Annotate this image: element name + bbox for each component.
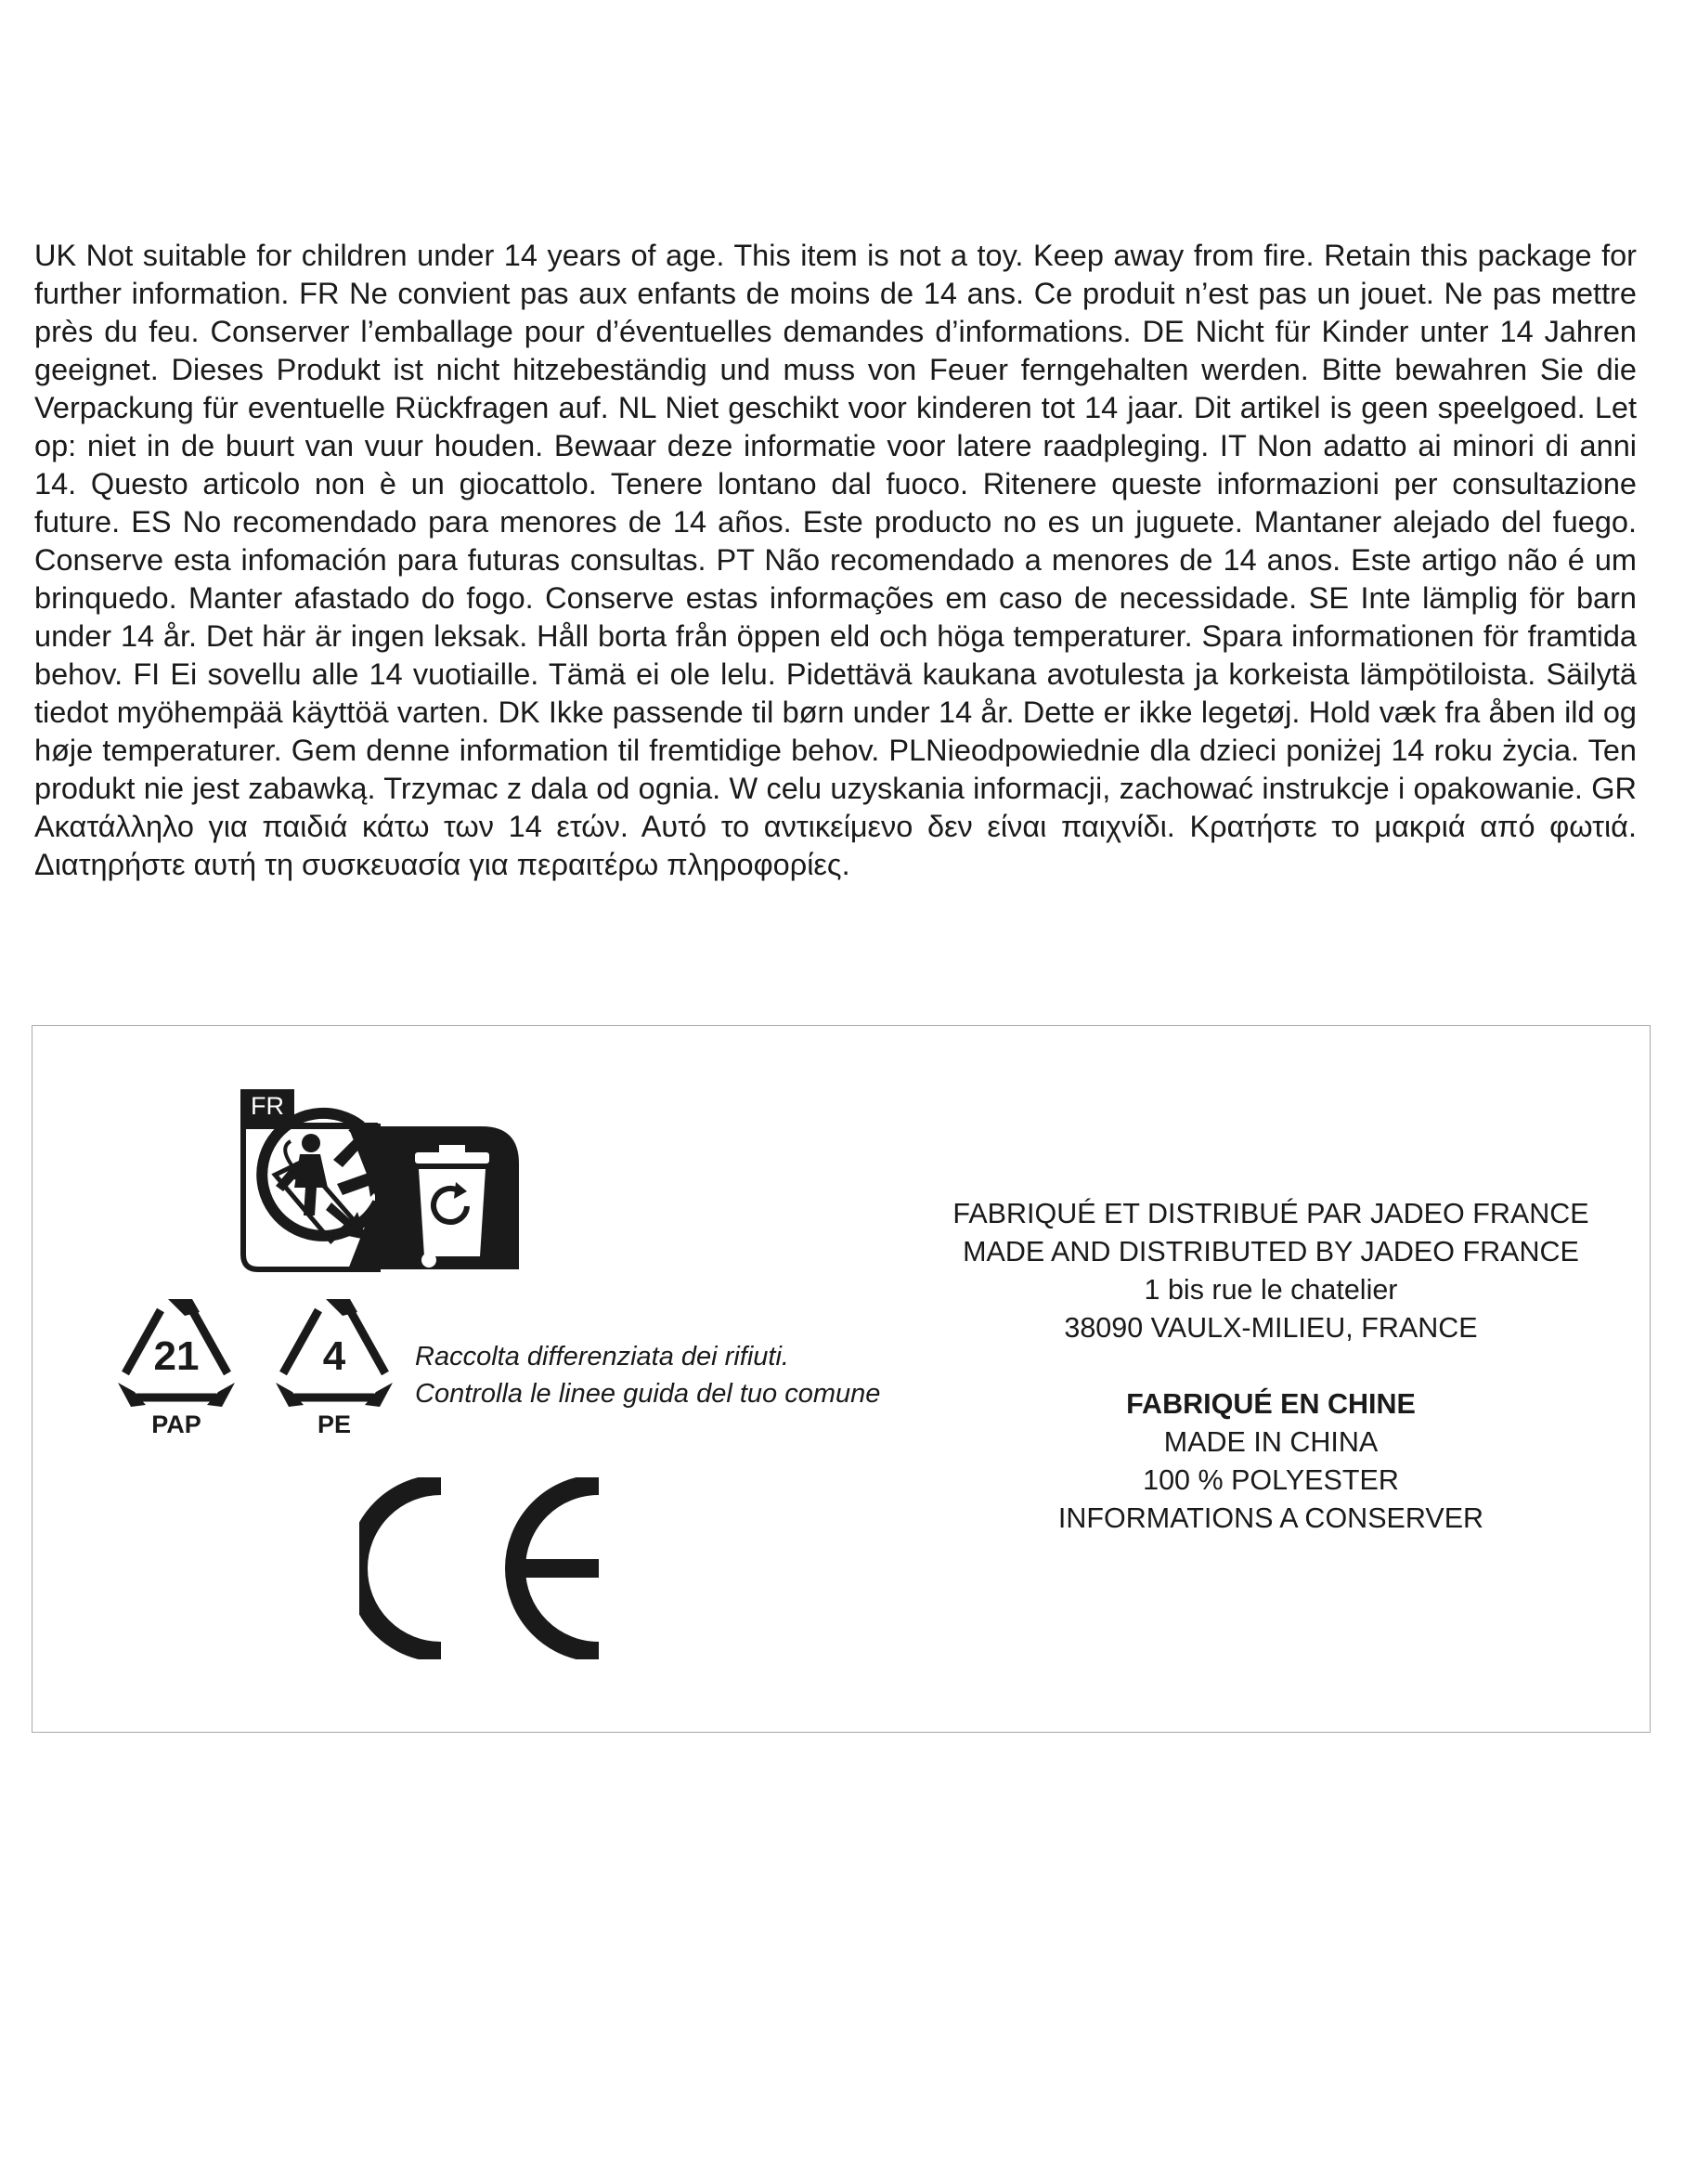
sorting-note-line: Raccolta differenziata dei rifiuti.: [415, 1342, 789, 1372]
product-label-panel: [32, 1025, 1651, 1733]
multilingual-safety-warnings: UK Not suitable for children under 14 years of age. This item is not a toy. Keep away from fire. Retain this package for further information. FR Ne convient pas aux enfants de moins de 14 ans. Ce produit n’est pas un jouet. Ne pas mettre près du feu. Conserver l’emballage pour d’éventuelles demandes d’informations. DE Nicht für Kinder unter 14 Jahren geeignet. Dieses Produkt ist nicht hitzebeständig und muss von Feuer ferngehalten werden. Bitte bewahren Sie die Verpackung für eventuelle Rückfragen auf. NL Niet geschikt voor kinderen tot 14 jaar. Dit artikel is geen speelgoed. Let op: niet in de buurt van vuur houden. Bewaar deze informatie voor latere raadpleging. IT Non adatto ai minori di anni 14. Questo articolo non è un giocattolo. Tenere lontano dal fuoco. Ritenere queste informazioni per consultazione future. ES No recomendado para menores de 14 años. Este producto no es un juguete. Mantaner alejado del fuego. Conserve esta infomación para futuras consultas. PT Não recomendado a menores de 14 anos. Este artigo não é um brinquedo. Manter afastado do fogo. Conserve estas informações em caso de necessidade. SE Inte lämplig för barn under 14 år. Det här är ingen leksak. Håll borta från öppen eld och höga temperaturer. Spara informationen för framtida behov. FI Ei sovellu alle 14 vuotiaille. Tämä ei ole lelu. Pidettävä kaukana avotulesta ja korkeista lämpötiloista. Säilytä tiedot myöhempää käyttöä varten. DK Ikke passende til børn under 14 år. Dette er ikke legetøj. Hold væk fra åben ild og høje temperaturer. Gem denne information til fremtidige behov. PLNieodpowiednie dla dzieci poniżej 14 roku życia. Ten produkt nie jest zabawką. Trzymac z dala od ognia. W celu uzyskania informacji, zachować instrukcje i opakowanie. GR Ακατάλληλο για παιδιά κάτω των 14 ετών. Αυτό το αντικείμενο δεν είναι παιχνίδι. Κρατήστε το μακριά από φωτιά. Διατηρήστε αυτή τη συσκευασία για περαιτέρω πληροφορίες.: [34, 239, 1637, 881]
resin-code-pap: [107, 1294, 246, 1450]
keep-info-line: INFORMATIONS A CONSERVER: [1057, 1502, 1484, 1534]
sorting-info-block: [240, 1089, 530, 1294]
resin-abbreviation: PE: [317, 1410, 352, 1438]
material-line: 100 % POLYESTER: [1143, 1464, 1399, 1496]
origin-heading: FABRIQUÉ EN CHINE: [1126, 1388, 1416, 1420]
fr-badge: FR: [240, 1089, 294, 1123]
resin-number: 21: [153, 1333, 200, 1379]
manufacturer-line: MADE AND DISTRIBUTED BY JADEO FRANCE: [963, 1236, 1579, 1268]
origin-line: MADE IN CHINA: [1163, 1426, 1379, 1458]
sorting-note: [415, 1338, 935, 1412]
manufacturer-address: 1 bis rue le chatelier: [1144, 1274, 1398, 1306]
resin-code-pe: [265, 1294, 404, 1450]
manufacturer-line: FABRIQUÉ ET DISTRIBUÉ PAR JADEO FRANCE: [952, 1198, 1589, 1229]
manufacturer-info: [918, 1195, 1624, 1538]
recycling-bin-icon: [415, 1145, 489, 1268]
ce-mark: [359, 1477, 610, 1659]
resin-abbreviation: PAP: [151, 1410, 201, 1438]
price-tag-icon: [274, 1141, 356, 1249]
resin-number: 4: [322, 1333, 346, 1379]
sorting-note-line: Controlla le linee guida del tuo comune: [415, 1379, 881, 1409]
manufacturer-city: 38090 VAULX-MILIEU, FRANCE: [1064, 1312, 1478, 1344]
